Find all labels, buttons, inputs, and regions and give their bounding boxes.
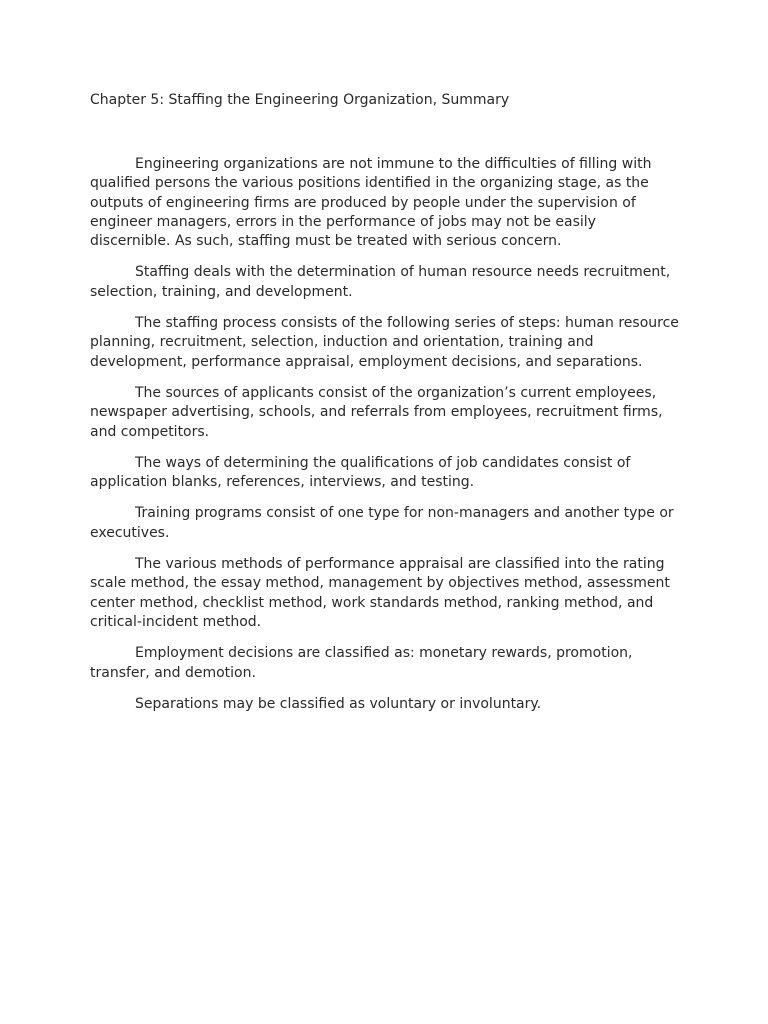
paragraph-training-programs: Training programs consist of one type for non-managers and another type or executives.	[90, 505, 674, 541]
document-title: Chapter 5: Staffing the Engineering Organization, Summary	[90, 92, 510, 108]
paragraph-qualifications: The ways of determining the qualifications of job candidates consist of application blanks, references, interviews, and testing.	[90, 454, 631, 491]
paragraph-staffing-process: The staffing process consists of the following series of steps: human resource planning, recruitment, selection, induction and orientation, training and development, performance appraisal, employment decisions, and separations.	[90, 315, 679, 370]
paragraph-separations: Separations may be classified as voluntary or involuntary.	[135, 695, 542, 712]
paragraph-applicant-sources: The sources of applicants consist of the organization’s current employees, newspaper advertising, schools, and referrals from employees, recruitment firms, and competitors.	[90, 384, 663, 440]
paragraph-intro: Engineering organizations are not immune to the difficulties of filling with qualified persons the various positions identified in the organizing stage, as the outputs of engineering firms are produced by people under the supervision of engineer managers, errors in the performance of jobs may not be easily discernible. As such, staffing must be treated with serious concern.	[90, 156, 652, 250]
paragraph-performance-appraisal: The various methods of performance appraisal are classified into the rating scale method, the essay method, management by objectives method, assessment center method, checklist method, work standards method, ranking method, and critical-incident method.	[90, 556, 670, 630]
paragraph-staffing-definition: Staffing deals with the determination of human resource needs recruitment, selection, training, and development.	[90, 264, 671, 300]
paragraph-employment-decisions: Employment decisions are classified as: monetary rewards, promotion, transfer, and demotion.	[90, 645, 633, 681]
document-body	[90, 155, 680, 726]
